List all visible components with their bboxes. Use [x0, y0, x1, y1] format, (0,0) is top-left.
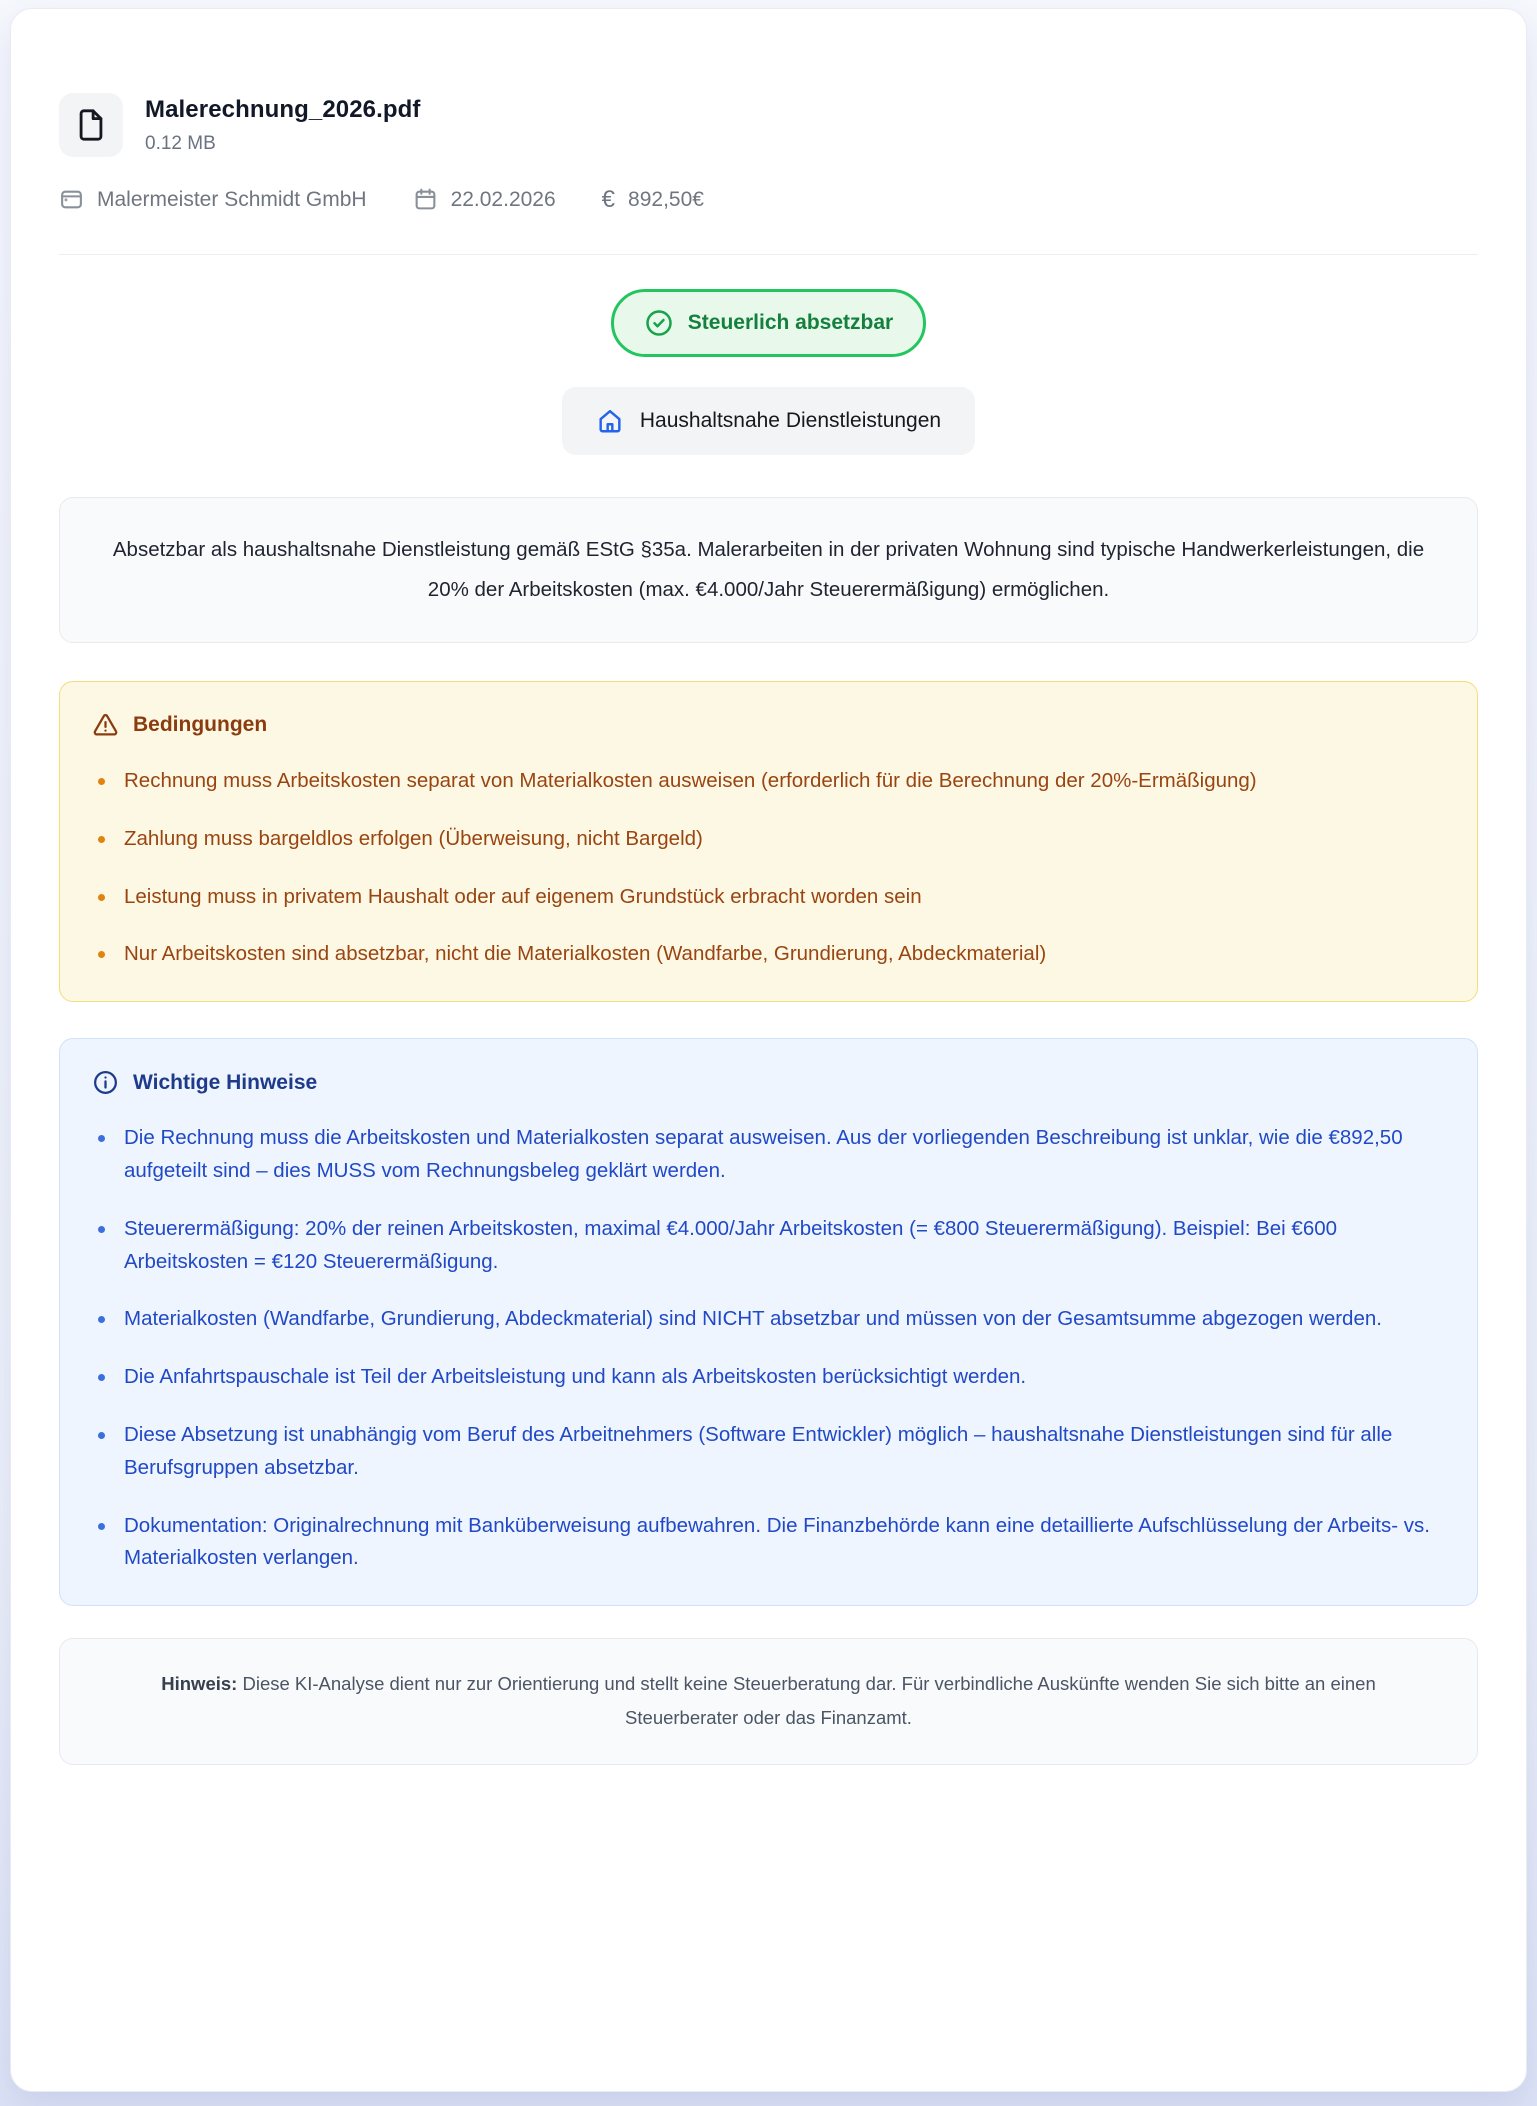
- vendor-icon: [59, 187, 84, 212]
- warning-triangle-icon: [92, 712, 119, 739]
- hints-header: [92, 1069, 1445, 1096]
- file-header: [59, 93, 1478, 157]
- amount-meta: [601, 185, 704, 213]
- disclaimer-label: Hinweis:: [161, 1673, 238, 1695]
- hints-title: Wichtige Hinweise: [133, 1070, 318, 1094]
- hint-item: Die Rechnung muss die Arbeitskosten und Materialkosten separat ausweisen. Aus der vorliegenden Beschreibung ist unklar, wie die €892,50 aufgeteilt sind – dies MUSS vom Rechnungsbeleg geklärt werden.: [92, 1122, 1445, 1188]
- invoice-meta-row: [59, 187, 1478, 212]
- condition-item: Zahlung muss bargeldlos erfolgen (Überweisung, nicht Bargeld): [92, 823, 1445, 856]
- condition-item: Leistung muss in privatem Haushalt oder auf eigenem Grundstück erbracht worden sein: [92, 881, 1445, 914]
- hints-box: [59, 1038, 1478, 1606]
- invoice-date: 22.02.2026: [450, 187, 556, 211]
- conditions-list: [92, 765, 1445, 971]
- hint-item: Diese Absetzung ist unabhängig vom Beruf des Arbeitnehmers (Software Entwickler) möglich – haushaltsnahe Dienstleistungen sind für alle Berufsgruppen absetzbar.: [92, 1419, 1445, 1485]
- analysis-summary: Absetzbar als haushaltsnahe Dienstleistung gemäß EStG §35a. Malerarbeiten in der privaten Wohnung sind typische Handwerkerleistungen, die 20% der Arbeitskosten (max. €4.000/Jahr Steuerermäßigung) ermöglichen.: [59, 497, 1478, 643]
- deductible-status-badge: [611, 289, 926, 357]
- vendor-name: Malermeister Schmidt GmbH: [97, 187, 367, 211]
- category-badge-label: Haushaltsnahe Dienstleistungen: [639, 409, 942, 432]
- file-size: 0.12 MB: [145, 132, 216, 154]
- hint-item: Materialkosten (Wandfarbe, Grundierung, Abdeckmaterial) sind NICHT absetzbar und müssen von der Gesamtsumme abgezogen werden.: [92, 1303, 1445, 1336]
- status-badge-label: Steuerlich absetzbar: [687, 311, 894, 334]
- file-thumbnail: [59, 93, 123, 157]
- vendor-meta: [59, 187, 367, 212]
- condition-item: Nur Arbeitskosten sind absetzbar, nicht die Materialkosten (Wandfarbe, Grundierung, Abdeckmaterial): [92, 938, 1445, 971]
- file-icon: [74, 108, 108, 142]
- category-badge: [562, 387, 975, 455]
- badge-zone: [59, 255, 1478, 455]
- check-circle-icon: [644, 308, 674, 338]
- home-icon: [596, 407, 624, 435]
- analysis-card: [10, 8, 1527, 2092]
- file-name: Malerechnung_2026.pdf: [145, 95, 421, 123]
- condition-item: Rechnung muss Arbeitskosten separat von Materialkosten ausweisen (erforderlich für die Berechnung der 20%-Ermäßigung): [92, 765, 1445, 798]
- date-meta: [413, 187, 556, 212]
- hints-list: [92, 1122, 1445, 1575]
- file-info: [145, 96, 421, 155]
- calendar-icon: [413, 187, 438, 212]
- conditions-box: [59, 681, 1478, 1002]
- hint-item: Dokumentation: Originalrechnung mit Banküberweisung aufbewahren. Die Finanzbehörde kann eine detaillierte Aufschlüsselung der Arbeits- vs. Materialkosten verlangen.: [92, 1510, 1445, 1576]
- disclaimer-text: Diese KI-Analyse dient nur zur Orientierung und stellt keine Steuerberatung dar. Für verbindliche Auskünfte wenden Sie sich bitte an einen Steuerberater oder das Finanzamt.: [237, 1673, 1376, 1729]
- euro-icon: €: [601, 185, 616, 213]
- conditions-title: Bedingungen: [133, 713, 268, 737]
- info-circle-icon: [92, 1069, 119, 1096]
- hint-item: Steuerermäßigung: 20% der reinen Arbeitskosten, maximal €4.000/Jahr Arbeitskosten (= €800 Steuerermäßigung). Beispiel: Bei €600 Arbeitskosten = €120 Steuerermäßigung.: [92, 1213, 1445, 1279]
- conditions-header: [92, 712, 1445, 739]
- disclaimer: [59, 1638, 1478, 1764]
- invoice-amount: 892,50€: [628, 187, 704, 211]
- hint-item: Die Anfahrtspauschale ist Teil der Arbeitsleistung und kann als Arbeitskosten berücksichtigt werden.: [92, 1361, 1445, 1394]
